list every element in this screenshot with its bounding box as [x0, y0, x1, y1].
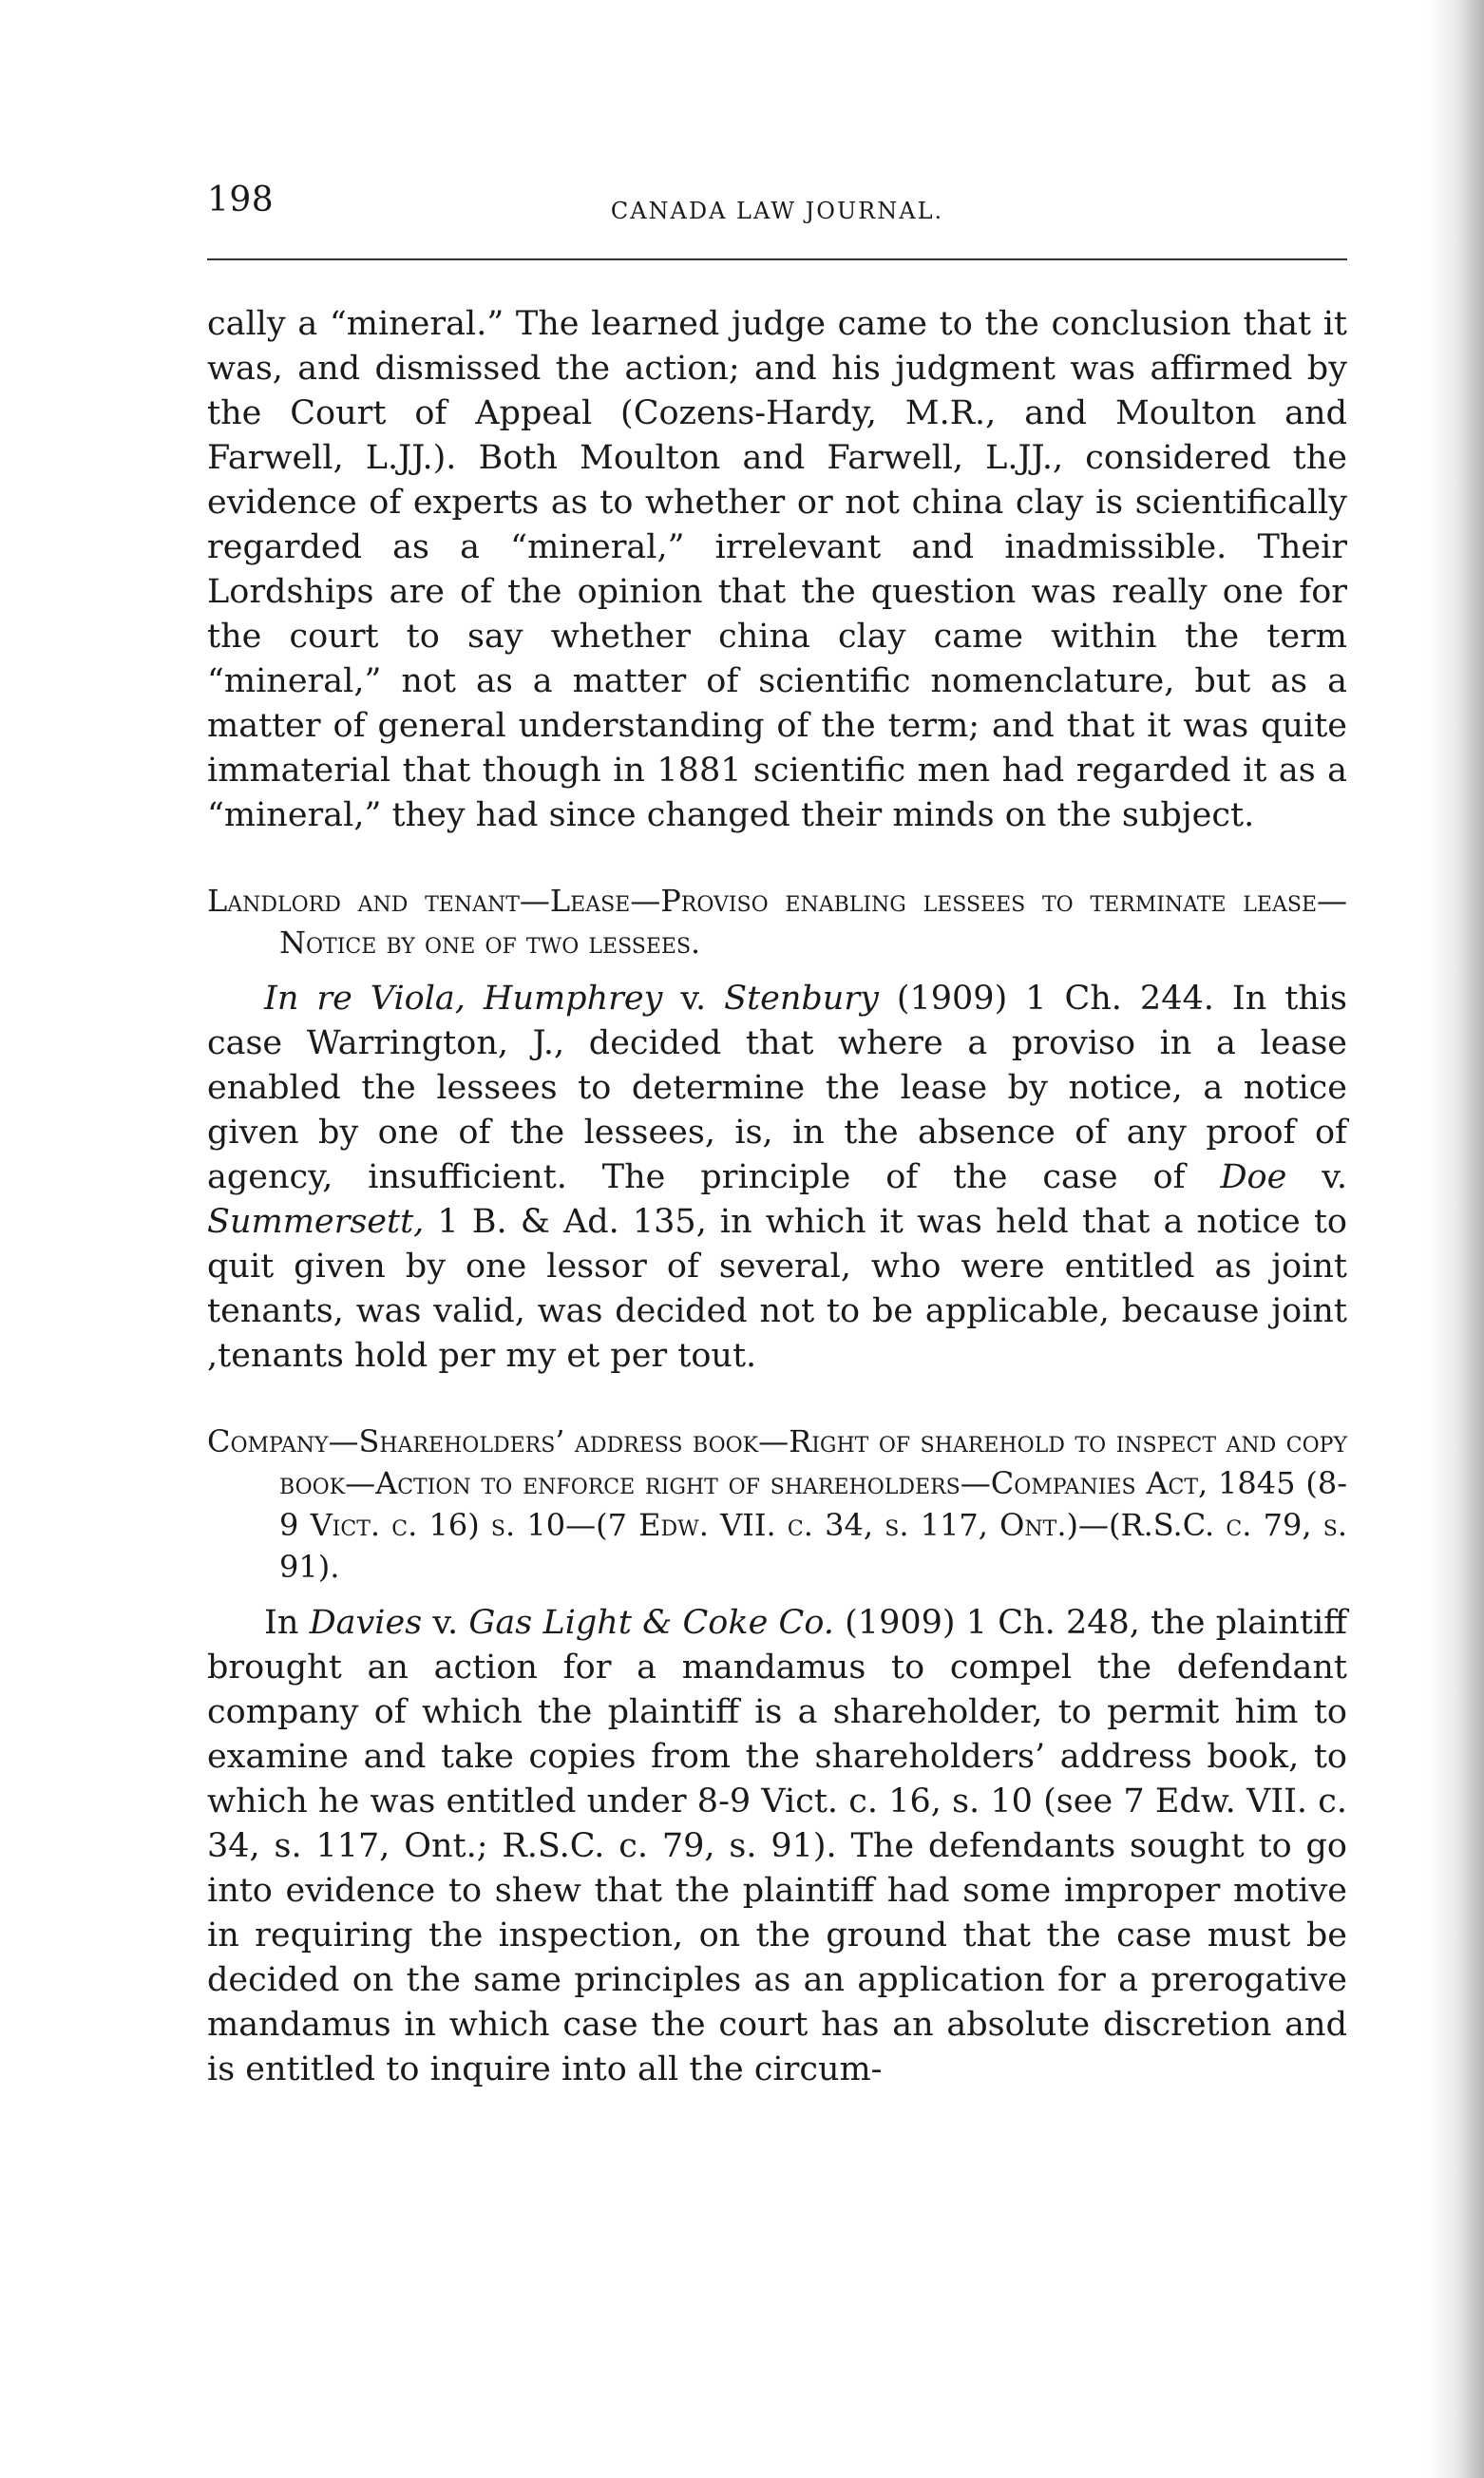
body-text: 1 B. & Ad. 135, in which it was held that a notice to quit given by one lessor of several, who were entitled as joint tenants, was valid, was decided not to be applicable, because joint ,tenants hold per my et per tout.: [207, 1203, 1347, 1375]
journal-title: CANADA LAW JOURNAL.: [610, 198, 944, 224]
body-text: (1909) 1 Ch. 244. In this case Warrington, J., decided that where a proviso in a lease enabled the lessees to determine the lease by notice, a notice given by one of the lessees, is, in the absence of any proof of agency, insufficient. The principle of the case of: [207, 980, 1347, 1196]
versus-text: v.: [422, 1604, 469, 1642]
continuation-paragraph: cally a “mineral.” The learned judge came to the conclusion that it was, and dismissed the action; and his judgment was affirmed by the Court of Appeal (Cozens-Hardy, M.R., and Moulton and Farwell, L.JJ.). Both Moulton and Farwell, L.JJ., considered the evidence of experts as to whether or not china clay is scientifically regarded as a “mineral,” irrelevant and inadmissible. Their Lordships are of the opinion that the question was really one for the court to say whether china clay came within the term “mineral,” not as a matter of scientific nomenclature, but as a matter of general understanding of the term; and that it was quite immaterial that though in 1881 scientific men had regarded it as a “mineral,” they had since changed their minds on the subject.: [207, 305, 1347, 834]
section-heading-landlord-tenant: Landlord and tenant—Lease—Proviso enabling lessees to terminate lease—Notice by one of two lessees.: [207, 883, 1347, 961]
body-text: In: [264, 1604, 310, 1642]
body-text: (1909) 1 Ch. 248, the plaintiff brought an action for a mandamus to compel the defendant company of which the plaintiff is a shareholder, to permit him to examine and take copies from the shareholders’ address book, to which he was entitled under 8-9 Vict. c. 16, s. 10 (see 7 Edw. VII. c. 34, s. 117, Ont.; R.S.C. c. 79, s. 91). The defendants sought to go into evidence to shew that the plaintiff had some improper motive in requiring the inspection, on the ground that the case must be decided on the same principles as an application for a prerogative mandamus in which case the court has an absolute discretion and is entitled to inquire into all the circum-: [207, 1604, 1348, 2088]
page-number: 198: [207, 181, 275, 219]
section-heading-company: Company—Shareholders’ address book—Right of sharehold to inspect and copy book—Action to enforce right of shareholders—Companies Act, 1845 (8-9 Vict. c. 16) s. 10—(7 Edw. VII. c. 34, s. 117, Ont.)—(R.S.C. c. 79, s. 91).: [207, 1423, 1347, 1585]
paragraph-viola: [207, 977, 1347, 1379]
header-rule: [207, 258, 1347, 260]
paragraph-davies: [207, 1601, 1347, 2092]
case-name: Stenbury: [724, 980, 879, 1018]
case-name: Gas Light & Coke Co.: [468, 1604, 834, 1642]
case-name: Doe: [1220, 1158, 1287, 1196]
versus-text: v.: [662, 980, 725, 1018]
case-name: In re Viola, Humphrey: [264, 980, 663, 1018]
section-spacer: [207, 838, 1347, 880]
section-spacer: [207, 1379, 1347, 1420]
case-name: Summersett,: [207, 1203, 425, 1241]
page-edge-shadow: [1427, 0, 1484, 2478]
page-header: [207, 181, 1347, 238]
case-name: Davies: [309, 1604, 423, 1642]
versus-text: v.: [1286, 1158, 1348, 1196]
heading-spacer: [207, 1588, 1347, 1601]
heading-spacer: [207, 963, 1347, 977]
page-content: [207, 302, 1347, 2092]
